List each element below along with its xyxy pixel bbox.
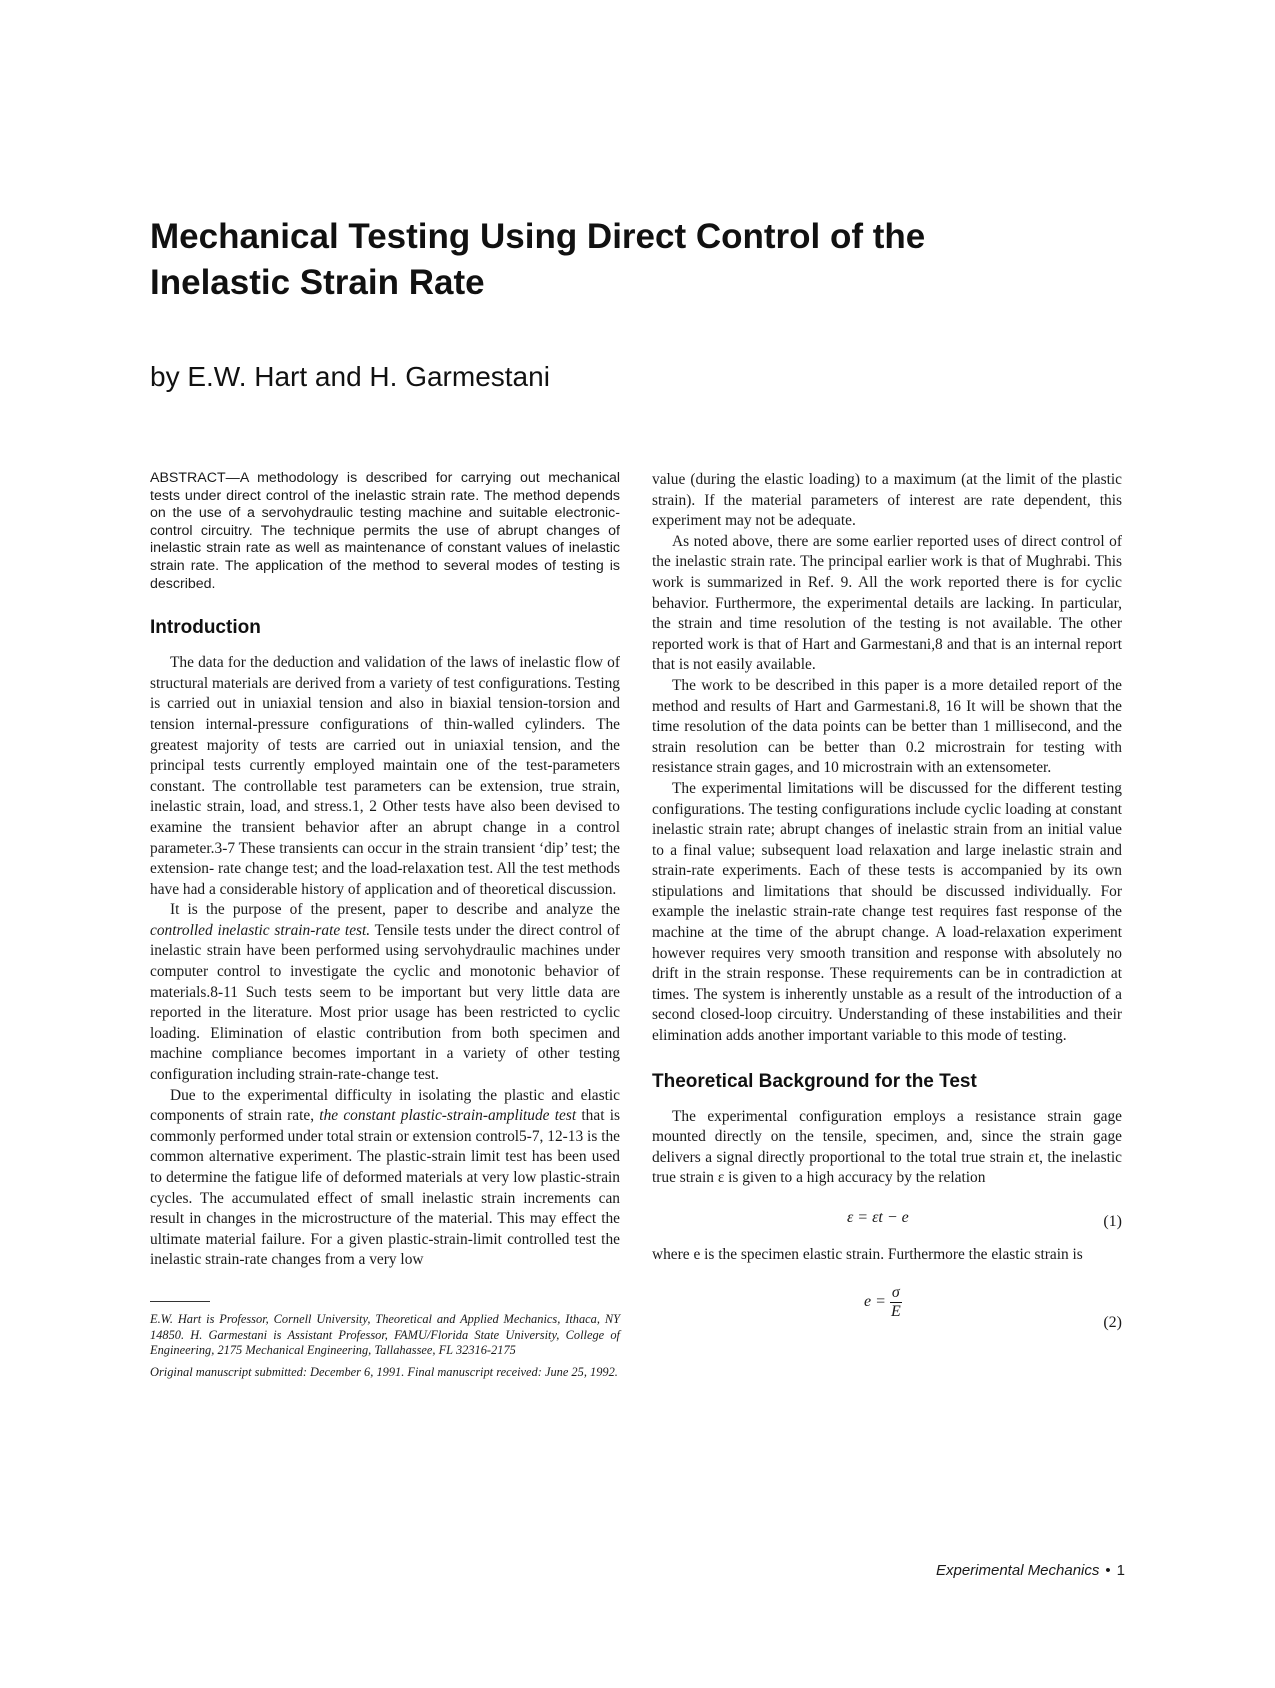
- footer-separator: •: [1105, 1562, 1111, 1579]
- right-paragraph-1: value (during the elastic loading) to a maximum (at the limit of the plastic strain). If the material parameters of interest are rate dependent, this experiment may not be adequate.: [652, 471, 1122, 530]
- right-paragraph-2: As noted above, there are some earlier reported uses of direct control of the inelastic strain rate. The principal earlier work is that of Mughrabi. This work is summarized in Ref. 9. All the work reported there is for cyclic behavior. Furthermore, the experimental details are lacking. In particular, the strain and time resolution of the testing is not available. The other reported work is that of Hart and Garmestani,8 and that is an internal report that is not easily available.: [652, 532, 1122, 674]
- manuscript-dates-footnote: Original manuscript submitted: December 6, 1991. Final manuscript received: June 25, 1992.: [150, 1364, 618, 1379]
- page-footer: [936, 1562, 1125, 1579]
- intro-p2-text-b: Tensile tests under the direct control of inelastic strain have been performed using servohydraulic machines under computer control to investigate the cyclic and monotonic behavior of materials.8-11 Such tests seem to be important but very little data are reported in the literature. Most prior usage has been restricted to cyclic loading. Elimination of elastic contribution from both specimen and machine compliance becomes important in a variety of other testing configuration including strain-rate-change test.: [150, 921, 621, 1084]
- right-column: [652, 470, 1122, 1348]
- equation-2-lhs: e =: [864, 1292, 886, 1310]
- page-number: 1: [1116, 1562, 1125, 1579]
- author-affiliation-footnote: E.W. Hart is Professor, Cornell University, Theoretical and Applied Mechanics, Ithaca, NY 14850. H. Garmestani is Assistant Professor, FAMU/Florida State University, College of Engineering, 2175 Mechanical Engineering, Tallahassee, FL 32316-2175: [150, 1311, 620, 1358]
- journal-name: Experimental Mechanics: [935, 1562, 1100, 1579]
- intro-p3-emphasis: the constant plastic-strain-amplitude test: [319, 1107, 577, 1125]
- intro-p3-text-a: Due to the experimental difficulty in isolating the plastic and elastic components of strain rate,: [150, 1086, 620, 1125]
- intro-paragraph-1: The data for the deduction and validation of the laws of inelastic flow of structural materials are derived from a variety of test configurations. Testing is carried out in uniaxial tension and also in biaxial tension-torsion and tension internal-pressure configurations of thin-walled cylinders. The greatest majority of tests are carried out in uniaxial tension, and the principal tests currently employed maintain one of the test-parameters constant. The controllable test parameters can be extension, true strain, inelastic strain, load, and stress.1, 2 Other tests have also been devised to examine the transient behavior after an abrupt change in a control parameter.3-7 These transients can occur in the strain transient ‘dip’ test; the extension- rate change test; and the load-relaxation test. All the test methods have had a considerable history of application and of theoretical discussion.: [150, 654, 620, 898]
- intro-p2-emphasis: controlled inelastic strain-rate test.: [150, 921, 371, 939]
- equation-2-numerator: σ: [891, 1283, 900, 1301]
- equation-1: [652, 1203, 1122, 1237]
- right-paragraph-3: The work to be described in this paper is a more detailed report of the method and results of Hart and Garmestani.8, 16 It will be shown that the time resolution of the data points can be better than 1 millisecond, and the strain resolution can be better than 0.2 microstrain for testing with resistance strain gages, and 10 microstrain with an extensometer.: [652, 676, 1122, 777]
- left-column: [150, 470, 620, 1386]
- theory-paragraph-1: The experimental configuration employs a resistance strain gage mounted directly on the tensile, specimen, and, since the strain gage delivers a signal directly proportional to the total true strain εt, the inelastic true strain ε is given to a high accuracy by the relation: [652, 1107, 1122, 1187]
- intro-paragraph-2: [150, 900, 620, 1085]
- equation-1-body: ε = εt − e: [847, 1209, 909, 1226]
- introduction-heading: Introduction: [150, 617, 261, 639]
- paper-title: Mechanical Testing Using Direct Control of the Inelastic Strain Rate: [150, 217, 926, 302]
- footnote-divider: [150, 1301, 210, 1302]
- equation-2-number: (2): [1103, 1313, 1122, 1331]
- equation-2: [652, 1280, 1122, 1340]
- author-byline: by E.W. Hart and H. Garmestani: [150, 361, 550, 392]
- equation-1-number: (1): [1103, 1213, 1122, 1230]
- theory-paragraph-2: where e is the specimen elastic strain. Furthermore the elastic strain is: [652, 1246, 1083, 1263]
- theoretical-background-heading: Theoretical Background for the Test: [652, 1070, 977, 1092]
- intro-p3-text-b: that is commonly performed under total strain or extension control5-7, 12-13 is the common alternative experiment. The plastic-strain limit test has been used to determine the fatigue life of deformed materials at very low plastic-strain cycles. The accumulated effect of small inelastic strain increments can result in changes in the microstructure of the material. This may effect the ultimate material failure. For a given plastic-strain-limit controlled test the inelastic strain-rate changes from a very low: [150, 1107, 620, 1269]
- equation-2-fraction: [890, 1284, 902, 1321]
- intro-paragraph-3: [150, 1086, 620, 1271]
- right-paragraph-4: The experimental limitations will be discussed for the different testing configurations. The testing configurations include cyclic loading at constant inelastic strain rate; abrupt changes of inelastic strain from an initial value to a final value; subsequent load relaxation and large inelastic strain and strain-rate experiments. Each of these tests is accompanied by its own stipulations and limitations that should be discussed individually. For example the inelastic strain-rate change test requires fast response of the machine at the time of the abrupt change. A load-relaxation experiment however requires very smooth transition and response with absolutely no drift in the strain response. These requirements can be in contradiction at times. The system is inherently unstable as a result of the introduction of a second closed-loop circuitry. Understanding of these instabilities and their elimination adds another important variable to this mode of testing.: [652, 779, 1122, 1045]
- abstract: ABSTRACT—A methodology is described for carrying out mechanical tests under direct control of the inelastic strain rate. The method depends on the use of a servohydraulic testing machine and suitable electronic-control circuitry. The technique permits the use of abrupt changes of inelastic strain rate as well as maintenance of constant values of inelastic strain rate. The application of the method to several modes of testing is described.: [150, 470, 620, 592]
- intro-p2-text-a: It is the purpose of the present, paper to describe and analyze the: [170, 901, 620, 919]
- equation-2-body: [864, 1284, 902, 1321]
- equation-2-denominator: E: [890, 1302, 901, 1320]
